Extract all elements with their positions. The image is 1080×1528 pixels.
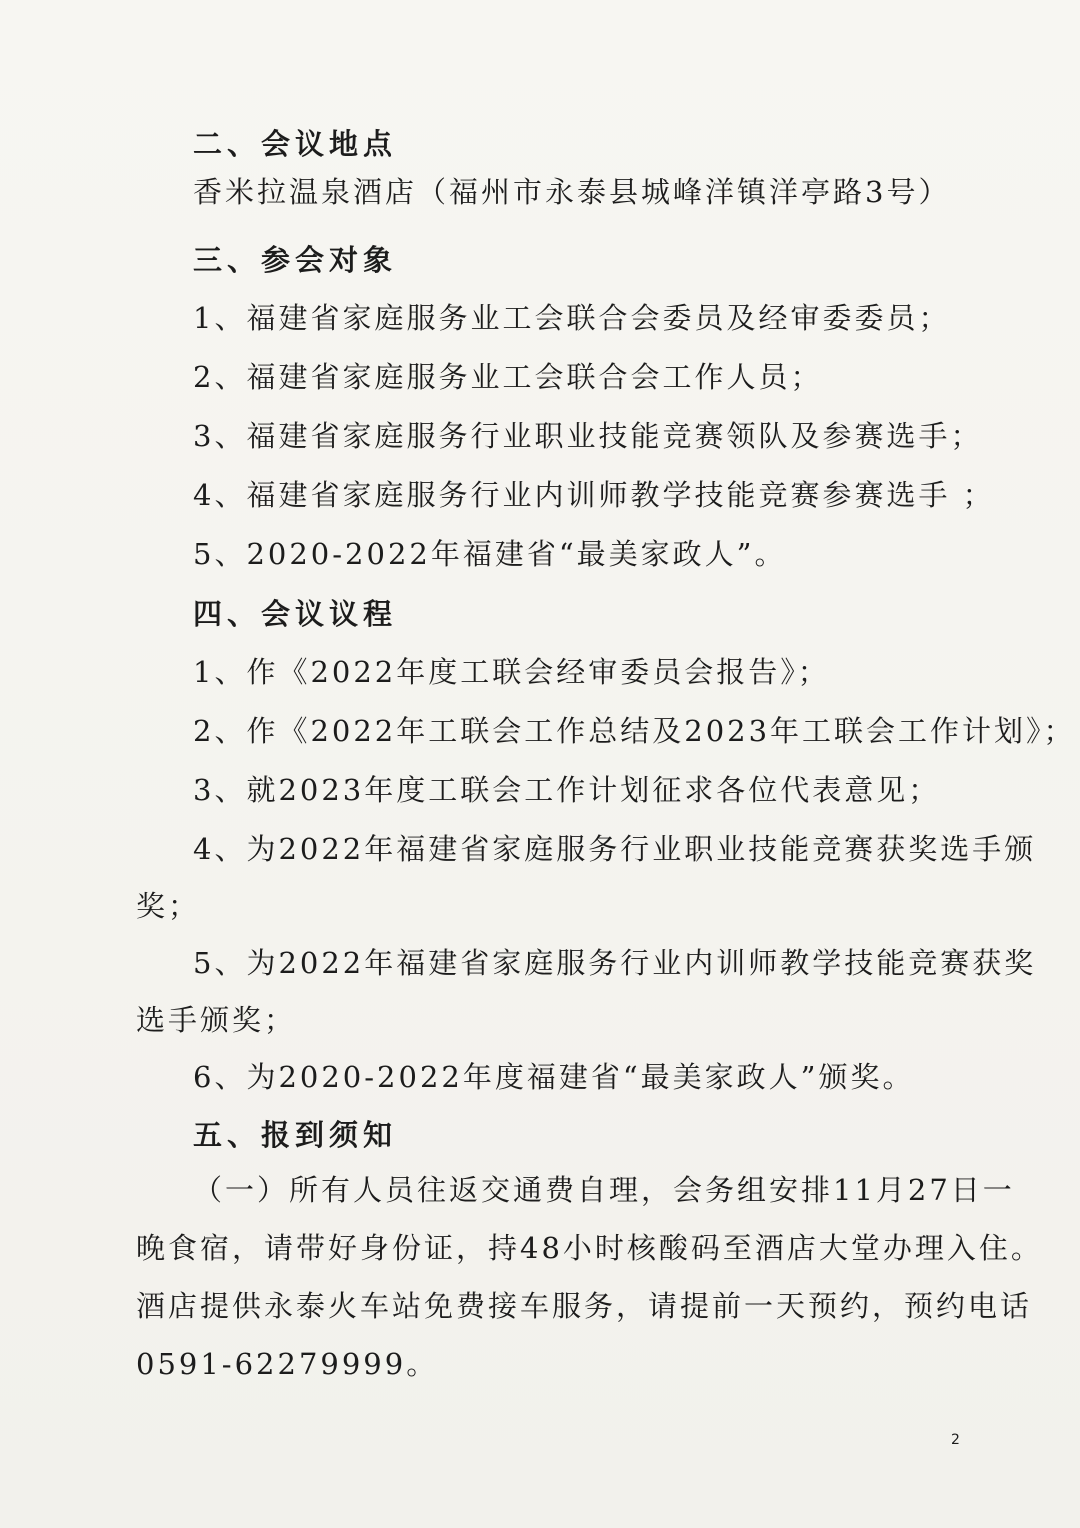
section-heading-attendees: 三、参会对象 [193, 243, 398, 277]
agenda-item: 4、为2022年福建省家庭服务行业职业技能竞赛获奖选手颁 [193, 832, 1037, 866]
registration-text: 酒店提供永泰火车站免费接车服务，请提前一天预约，预约电话 [136, 1289, 1033, 1323]
agenda-item-continuation: 选手颁奖； [136, 1003, 297, 1037]
agenda-item-continuation: 奖； [136, 889, 201, 923]
agenda-item: 5、为2022年福建省家庭服务行业内训师教学技能竞赛获奖 [193, 946, 1037, 980]
attendee-item: 5、2020-2022年福建省“最美家政人”。 [193, 537, 787, 571]
section-heading-registration: 五、报到须知 [193, 1118, 398, 1152]
attendee-item: 2、福建省家庭服务业工会联合会工作人员； [193, 360, 823, 394]
page-number: 2 [951, 1432, 960, 1448]
agenda-item: 6、为2020-2022年度福建省“最美家政人”颁奖。 [193, 1060, 915, 1094]
agenda-item: 1、作《2022年度工联会经审委员会报告》； [193, 655, 830, 689]
agenda-item: 2、作《2022年工联会工作总结及2023年工联会工作计划》； [193, 714, 1076, 748]
registration-text: 晚食宿，请带好身份证，持48小时核酸码至酒店大堂办理入住。 [136, 1231, 1043, 1265]
attendee-item: 3、福建省家庭服务行业职业技能竞赛领队及参赛选手； [193, 419, 983, 453]
section-heading-agenda: 四、会议议程 [193, 597, 398, 631]
attendee-item: 4、福建省家庭服务行业内训师教学技能竞赛参赛选手 ； [193, 478, 995, 512]
agenda-item: 3、就2023年度工联会工作计划征求各位代表意见； [193, 773, 941, 807]
attendee-item: 1、福建省家庭服务业工会联合会委员及经审委委员； [193, 301, 951, 335]
registration-text: 0591-62279999。 [136, 1347, 439, 1381]
venue-text: 香米拉温泉酒店（福州市永泰县城峰洋镇洋亭路3号） [193, 175, 951, 209]
registration-text: （一）所有人员往返交通费自理，会务组安排11月27日一 [193, 1173, 1015, 1207]
section-heading-venue: 二、会议地点 [193, 127, 398, 161]
